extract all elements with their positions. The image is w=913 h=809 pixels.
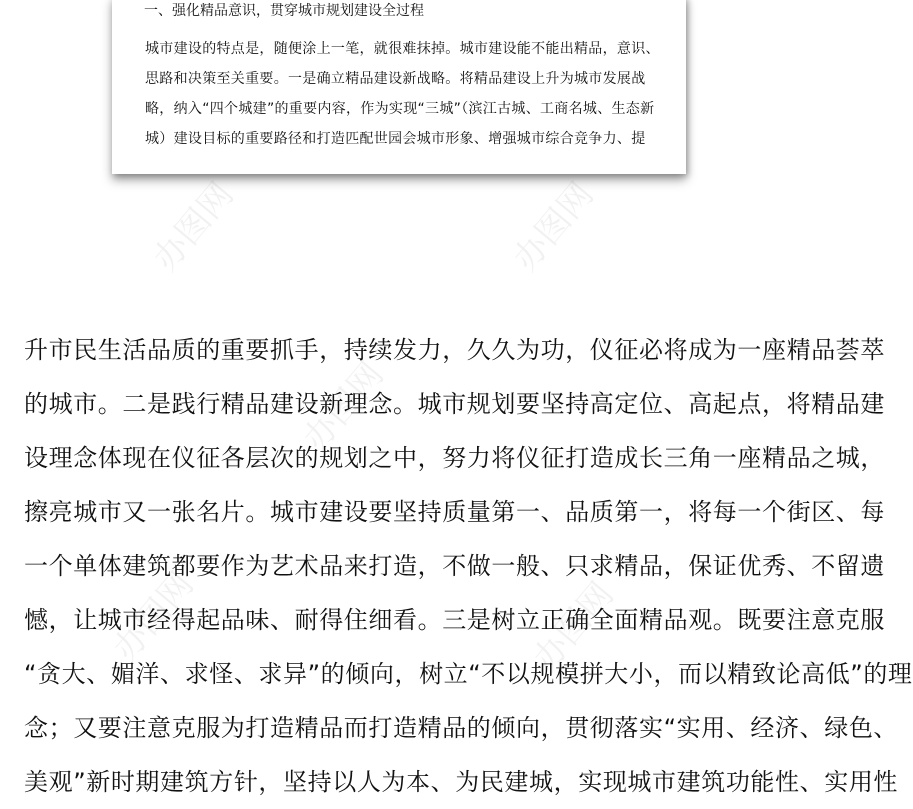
card-paragraph — [145, 34, 660, 154]
body-text-line: 一个单体建筑都要作为艺术品来打造，不做一般、只求精品，保证优秀、不留遗 — [24, 552, 885, 580]
card-text-line: 略，纳入“四个城建”的重要内容，作为实现“三城”（滨江古城、工商名城、生态新 — [145, 101, 655, 117]
card-text-line: 思路和决策至关重要。一是确立精品建设新战略。将精品建设上升为城市发展战 — [145, 71, 646, 87]
body-text-line: 擦亮城市又一张名片。城市建设要坚持质量第一、品质第一，将每一个街区、每 — [24, 498, 885, 526]
body-text-line: 念；又要注意克服为打造精品而打造精品的倾向，贯彻落实“实用、经济、绿色、 — [24, 714, 899, 742]
card-text-line: 城市建设的特点是，随便涂上一笔，就很难抹掉。城市建设能不能出精品，意识、 — [145, 41, 660, 57]
body-text-line: 设理念体现在仪征各层次的规划之中，努力将仪征打造成长三角一座精品之城， — [24, 444, 885, 472]
section-heading: 一、强化精品意识，贯穿城市规划建设全过程 — [144, 3, 424, 19]
watermark: 办图网 — [105, 564, 202, 669]
document-preview-card — [112, 0, 686, 174]
body-text-line: 憾，让城市经得起品味、耐得住细看。三是树立正确全面精品观。既要注意克服 — [24, 606, 885, 634]
body-text-line: 美观”新时期建筑方针，坚持以人为本、为民建城，实现城市建筑功能性、实用性 — [24, 768, 899, 796]
body-text-line: “贪大、媚洋、求怪、求异”的倾向，树立“不以规模拼大小，而以精致论高低”的理 — [24, 660, 913, 688]
body-text-line: 升市民生活品质的重要抓手，持续发力，久久为功，仪征必将成为一座精品荟萃 — [24, 336, 885, 364]
watermark: 办图网 — [505, 174, 602, 279]
body-text-line: 的城市。二是践行精品建设新理念。城市规划要坚持高定位、高起点，将精品建 — [24, 390, 885, 418]
card-text-line: 城）建设目标的重要路径和打造匹配世园会城市形象、增强城市综合竞争力、提 — [145, 131, 646, 147]
watermark: 办图网 — [145, 174, 242, 279]
body-paragraph — [24, 323, 913, 809]
watermark: 办图网 — [525, 574, 622, 679]
watermark: 办图网 — [295, 354, 392, 459]
